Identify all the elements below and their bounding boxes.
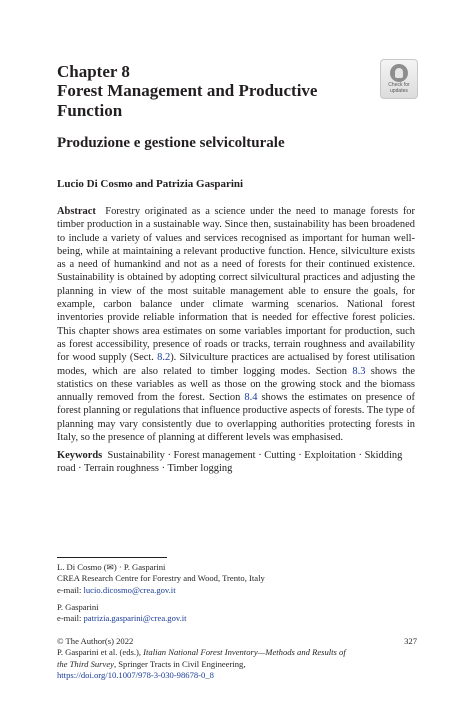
- citation: [57, 647, 357, 670]
- series-name: , Springer Tracts in Civil Engineering,: [113, 658, 246, 669]
- keywords: [57, 449, 415, 476]
- abstract-text-2: ). Silviculture practices are actualised by forest utilisation modes, which are also related to timber logging modes. Section: [57, 352, 416, 377]
- doi-link[interactable]: https://doi.org/10.1007/978-3-030-98678-0_8: [57, 669, 214, 680]
- chapter-title: Forest Management and Productive Function: [57, 81, 318, 120]
- affiliation: CREA Research Centre for Forestry and Wood, Trento, Italy: [57, 573, 265, 584]
- author-affiliation-2: [57, 602, 357, 625]
- badge-line-2: updates: [390, 87, 408, 94]
- email-link-2[interactable]: patrizia.gasparini@crea.gov.it: [83, 613, 187, 624]
- chapter-number: Chapter 8: [57, 62, 130, 81]
- abstract: [57, 205, 415, 444]
- author-affiliation-1: [57, 562, 357, 596]
- copyright: © The Author(s) 2022: [57, 636, 134, 646]
- section-link-8-2[interactable]: 8.2: [157, 352, 171, 364]
- chapter-subtitle: Produzione e gestione selvicolturale: [57, 135, 285, 151]
- crossmark-icon: [390, 64, 408, 82]
- email-label-1: e-mail:: [57, 584, 84, 595]
- footnote-divider: [57, 557, 167, 558]
- email-line-2: [57, 613, 357, 624]
- author-names: L. Di Cosmo (✉) · P. Gasparini: [57, 562, 166, 572]
- check-for-updates-badge[interactable]: [380, 59, 418, 99]
- email-label-2: e-mail:: [57, 613, 84, 624]
- abstract-text-1: Forestry originated as a science under the need to manage forests for timber production in a sustainable way. Since then, sustainability has been broadened to include a variety of values and services recognised as important for human well-being, while at maintaining a relevant productive function. Hence, silviculture exists as a need of humankind and not as a need of forests for their continued existence. Sustainability is obtained by adopting correct silvicultural practices and adjusting the planning in view of the most suitable management able to ensure the goals, for example, carbon balance under climate warming scenarios. National forest inventories provide reliable information that is needed for effective forest policies. This chapter shows area estimates on some variables important for production, such as forest accessibility, presence of roads or tracks, terrain roughness and availability for wood supply (Sect.: [57, 206, 415, 364]
- citation-block: [57, 636, 415, 681]
- citation-editors: P. Gasparini et al. (eds.),: [57, 647, 144, 658]
- book-title: Italian National Forest Inventory—Methods and Results of the Third Survey: [57, 647, 346, 669]
- page-number: 327: [404, 636, 417, 646]
- section-link-8-3[interactable]: 8.3: [352, 365, 366, 377]
- email-line-1: [57, 585, 357, 596]
- authors: Lucio Di Cosmo and Patrizia Gasparini: [57, 178, 244, 190]
- author-name-2: P. Gasparini: [57, 602, 99, 612]
- keywords-text: Sustainability · Forest management · Cutting · Exploitation · Skidding road · Terrain roughness · Timber logging: [57, 450, 403, 475]
- section-link-8-4[interactable]: 8.4: [244, 392, 258, 404]
- email-link-1[interactable]: lucio.dicosmo@crea.gov.it: [83, 584, 176, 595]
- abstract-label: Abstract: [57, 206, 96, 217]
- abstract-text-3: shows the statistics on these variables as well as those on the growing stock and the biomass annually removed from the forest. Section: [57, 365, 415, 404]
- abstract-text-4: shows the estimates on presence of forest planning or regulations that influence productive aspects of forests. The type of planning may vary consistently due to overlapping authorities protecting forests in Italy, so the presence of planning at different levels was emphasised.: [57, 392, 415, 444]
- badge-line-1: Check for: [388, 82, 410, 88]
- keywords-label: Keywords: [57, 450, 103, 461]
